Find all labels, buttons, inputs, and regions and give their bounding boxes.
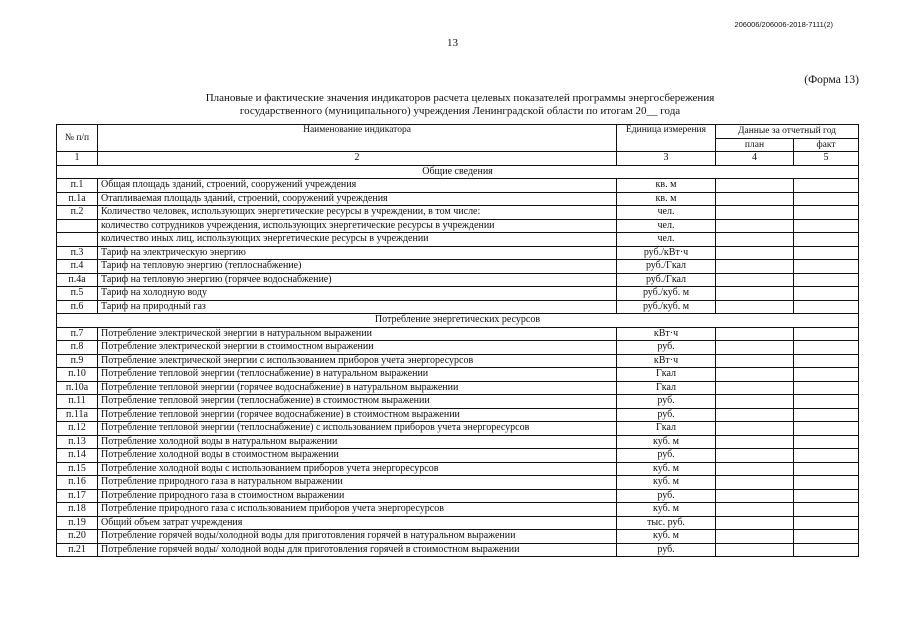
- row-number: [57, 219, 98, 233]
- table-row: [57, 287, 859, 301]
- indicator-name: Тариф на тепловую энергию (теплоснабжение): [98, 260, 617, 274]
- col-number: 5: [794, 152, 859, 166]
- unit: куб. м: [617, 435, 716, 449]
- col-number: 4: [716, 152, 794, 166]
- plan-value[interactable]: [716, 260, 794, 274]
- unit: руб./Гкал: [617, 273, 716, 287]
- table-row: [57, 381, 859, 395]
- fact-value[interactable]: [794, 300, 859, 314]
- row-number: п.9: [57, 354, 98, 368]
- table-row: [57, 300, 859, 314]
- section-title: Потребление энергетических ресурсов: [57, 314, 859, 328]
- row-number: п.10: [57, 368, 98, 382]
- plan-value[interactable]: [716, 381, 794, 395]
- indicator-name: Потребление тепловой энергии (теплоснабжение) в натуральном выражении: [98, 368, 617, 382]
- fact-value[interactable]: [794, 206, 859, 220]
- plan-value[interactable]: [716, 462, 794, 476]
- unit: куб. м: [617, 476, 716, 490]
- document-id: 206006/206006-2018-7111(2): [734, 20, 833, 29]
- plan-value[interactable]: [716, 273, 794, 287]
- row-number: п.6: [57, 300, 98, 314]
- fact-value[interactable]: [794, 543, 859, 557]
- header-unit: Единица измерения: [617, 125, 716, 152]
- unit: руб./кВт·ч: [617, 246, 716, 260]
- row-number: п.10а: [57, 381, 98, 395]
- table-row: [57, 530, 859, 544]
- document-title: [150, 92, 770, 117]
- plan-value[interactable]: [716, 300, 794, 314]
- unit: руб.: [617, 489, 716, 503]
- fact-value[interactable]: [794, 246, 859, 260]
- table-row: [57, 260, 859, 274]
- table-row: [57, 327, 859, 341]
- header-num: № п/п: [57, 125, 98, 152]
- indicator-name: Тариф на электрическую энергию: [98, 246, 617, 260]
- plan-value[interactable]: [716, 341, 794, 355]
- unit: руб.: [617, 543, 716, 557]
- unit: Гкал: [617, 381, 716, 395]
- plan-value[interactable]: [716, 503, 794, 517]
- fact-value[interactable]: [794, 327, 859, 341]
- plan-value[interactable]: [716, 543, 794, 557]
- row-number: п.3: [57, 246, 98, 260]
- indicators-table: [56, 124, 859, 557]
- unit: руб.: [617, 395, 716, 409]
- plan-value[interactable]: [716, 327, 794, 341]
- row-number: п.12: [57, 422, 98, 436]
- indicator-name: Потребление природного газа в стоимостном выражении: [98, 489, 617, 503]
- fact-value[interactable]: [794, 341, 859, 355]
- table-row: [57, 476, 859, 490]
- header-data: Данные за отчетный год: [716, 125, 859, 139]
- unit: руб./Гкал: [617, 260, 716, 274]
- table-row: [57, 422, 859, 436]
- fact-value[interactable]: [794, 449, 859, 463]
- row-number: п.1а: [57, 192, 98, 206]
- fact-value[interactable]: [794, 476, 859, 490]
- table-row: [57, 435, 859, 449]
- fact-value[interactable]: [794, 287, 859, 301]
- table-row: [57, 408, 859, 422]
- plan-value[interactable]: [716, 435, 794, 449]
- unit: Гкал: [617, 368, 716, 382]
- plan-value[interactable]: [716, 422, 794, 436]
- row-number: п.8: [57, 341, 98, 355]
- indicator-name: Тариф на природный газ: [98, 300, 617, 314]
- col-number: 3: [617, 152, 716, 166]
- plan-value[interactable]: [716, 408, 794, 422]
- section-title: Общие сведения: [57, 165, 859, 179]
- unit: чел.: [617, 233, 716, 247]
- table-row: [57, 219, 859, 233]
- indicator-name: Потребление горячей воды/холодной воды для приготовления горячей в натуральном выражении: [98, 530, 617, 544]
- row-number: п.2: [57, 206, 98, 220]
- unit: кВт·ч: [617, 327, 716, 341]
- row-number: п.15: [57, 462, 98, 476]
- row-number: п.11а: [57, 408, 98, 422]
- row-number: п.13: [57, 435, 98, 449]
- unit: чел.: [617, 206, 716, 220]
- plan-value[interactable]: [716, 516, 794, 530]
- plan-value[interactable]: [716, 219, 794, 233]
- unit: кВт·ч: [617, 354, 716, 368]
- table-row: [57, 489, 859, 503]
- table-row: [57, 354, 859, 368]
- plan-value[interactable]: [716, 530, 794, 544]
- col-number: 2: [98, 152, 617, 166]
- plan-value[interactable]: [716, 233, 794, 247]
- row-number: п.16: [57, 476, 98, 490]
- form-label: (Форма 13): [804, 74, 859, 86]
- fact-value[interactable]: [794, 422, 859, 436]
- section-header-row: [57, 165, 859, 179]
- plan-value[interactable]: [716, 287, 794, 301]
- row-number: п.19: [57, 516, 98, 530]
- indicator-name: количество сотрудников учреждения, использующих энергетические ресурсы в учреждении: [98, 219, 617, 233]
- unit: куб. м: [617, 530, 716, 544]
- indicator-name: Потребление тепловой энергии (горячее водоснабжение) в натуральном выражении: [98, 381, 617, 395]
- row-number: п.20: [57, 530, 98, 544]
- plan-value[interactable]: [716, 179, 794, 193]
- indicator-name: количество иных лиц, использующих энергетические ресурсы в учреждении: [98, 233, 617, 247]
- plan-value[interactable]: [716, 395, 794, 409]
- indicator-name: Общий объем затрат учреждения: [98, 516, 617, 530]
- row-number: п.4: [57, 260, 98, 274]
- col-number: 1: [57, 152, 98, 166]
- title-line-2: государственного (муниципального) учреждения Ленинградской области по итогам 20__ года: [239, 104, 681, 117]
- fact-value[interactable]: [794, 503, 859, 517]
- table-row: [57, 273, 859, 287]
- fact-value[interactable]: [794, 192, 859, 206]
- plan-value[interactable]: [716, 192, 794, 206]
- indicator-name: Потребление холодной воды в натуральном выражении: [98, 435, 617, 449]
- table-row: [57, 395, 859, 409]
- table-row: [57, 233, 859, 247]
- indicator-name: Потребление тепловой энергии (горячее водоснабжение) в стоимостном выражении: [98, 408, 617, 422]
- indicator-name: Потребление тепловой энергии (теплоснабжение) в стоимостном выражении: [98, 395, 617, 409]
- indicator-name: Отапливаемая площадь зданий, строений, сооружений учреждения: [98, 192, 617, 206]
- table-row: [57, 503, 859, 517]
- plan-value[interactable]: [716, 354, 794, 368]
- fact-value[interactable]: [794, 516, 859, 530]
- fact-value[interactable]: [794, 368, 859, 382]
- row-number: п.17: [57, 489, 98, 503]
- header-name: Наименование индикатора: [98, 125, 617, 152]
- fact-value[interactable]: [794, 395, 859, 409]
- plan-value[interactable]: [716, 246, 794, 260]
- table-row: [57, 462, 859, 476]
- title-line-1: Плановые и фактические значения индикаторов расчета целевых показателей программы энергосбережения: [205, 92, 715, 104]
- unit: кв. м: [617, 192, 716, 206]
- table-row: [57, 516, 859, 530]
- unit: руб./куб. м: [617, 287, 716, 301]
- indicator-name: Потребление природного газа в натуральном выражении: [98, 476, 617, 490]
- row-number: п.14: [57, 449, 98, 463]
- indicator-name: Потребление холодной воды в стоимостном выражении: [98, 449, 617, 463]
- unit: куб. м: [617, 462, 716, 476]
- page-number: 13: [447, 37, 458, 49]
- row-number: п.4а: [57, 273, 98, 287]
- indicator-name: Тариф на холодную воду: [98, 287, 617, 301]
- table-row: [57, 192, 859, 206]
- table-row: [57, 543, 859, 557]
- indicator-name: Потребление горячей воды/ холодной воды для приготовления горячей в стоимостном выражении: [98, 543, 617, 557]
- unit: куб. м: [617, 503, 716, 517]
- unit: тыс. руб.: [617, 516, 716, 530]
- unit: руб./куб. м: [617, 300, 716, 314]
- column-numbers-row: [57, 152, 859, 166]
- table-row: [57, 206, 859, 220]
- fact-value[interactable]: [794, 530, 859, 544]
- plan-value[interactable]: [716, 476, 794, 490]
- indicator-name: Потребление природного газа с использованием приборов учета энергоресурсов: [98, 503, 617, 517]
- table-row: [57, 368, 859, 382]
- plan-value[interactable]: [716, 368, 794, 382]
- row-number: п.5: [57, 287, 98, 301]
- indicator-name: Количество человек, использующих энергетические ресурсы в учреждении, в том числе:: [98, 206, 617, 220]
- indicator-name: Потребление электрической энергии в натуральном выражении: [98, 327, 617, 341]
- table-row: [57, 449, 859, 463]
- indicator-name: Потребление электрической энергии с использованием приборов учета энергоресурсов: [98, 354, 617, 368]
- unit: кв. м: [617, 179, 716, 193]
- unit: чел.: [617, 219, 716, 233]
- indicator-name: Потребление электрической энергии в стоимостном выражении: [98, 341, 617, 355]
- indicator-name: Общая площадь зданий, строений, сооружений учреждения: [98, 179, 617, 193]
- table-body: [57, 165, 859, 557]
- plan-value[interactable]: [716, 449, 794, 463]
- section-header-row: [57, 314, 859, 328]
- row-number: п.21: [57, 543, 98, 557]
- header-plan: план: [716, 138, 794, 152]
- table-row: [57, 246, 859, 260]
- row-number: [57, 233, 98, 247]
- table-row: [57, 179, 859, 193]
- fact-value[interactable]: [794, 381, 859, 395]
- fact-value[interactable]: [794, 260, 859, 274]
- fact-value[interactable]: [794, 273, 859, 287]
- unit: руб.: [617, 341, 716, 355]
- fact-value[interactable]: [794, 408, 859, 422]
- fact-value[interactable]: [794, 179, 859, 193]
- fact-value[interactable]: [794, 233, 859, 247]
- indicator-name: Потребление холодной воды с использованием приборов учета энергоресурсов: [98, 462, 617, 476]
- row-number: п.18: [57, 503, 98, 517]
- fact-value[interactable]: [794, 219, 859, 233]
- plan-value[interactable]: [716, 489, 794, 503]
- fact-value[interactable]: [794, 354, 859, 368]
- plan-value[interactable]: [716, 206, 794, 220]
- unit: руб.: [617, 449, 716, 463]
- unit: Гкал: [617, 422, 716, 436]
- row-number: п.7: [57, 327, 98, 341]
- header-fact: факт: [794, 138, 859, 152]
- row-number: п.1: [57, 179, 98, 193]
- indicator-name: Потребление тепловой энергии (теплоснабжение) с использованием приборов учета энергоресурсов: [98, 422, 617, 436]
- fact-value[interactable]: [794, 435, 859, 449]
- fact-value[interactable]: [794, 489, 859, 503]
- unit: руб.: [617, 408, 716, 422]
- table-row: [57, 341, 859, 355]
- indicator-name: Тариф на тепловую энергию (горячее водоснабжение): [98, 273, 617, 287]
- fact-value[interactable]: [794, 462, 859, 476]
- row-number: п.11: [57, 395, 98, 409]
